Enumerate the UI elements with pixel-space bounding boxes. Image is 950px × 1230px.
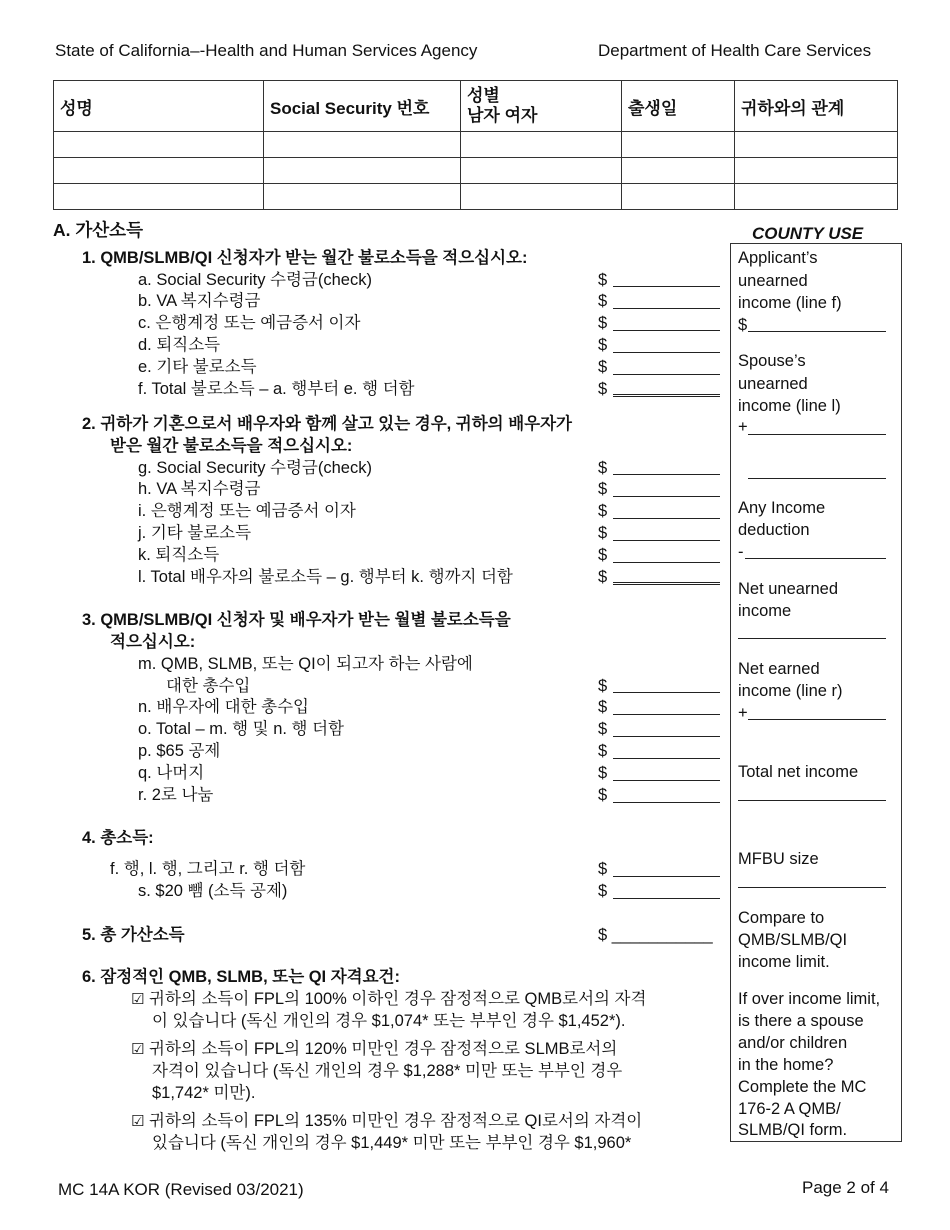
line-k-label: k. 퇴직소득 (138, 546, 220, 564)
county-over-4: in the home? (738, 1056, 834, 1074)
line-p-input[interactable] (613, 758, 720, 759)
county-net-earned-2: income (line r) (738, 682, 843, 700)
line-g-input[interactable] (613, 474, 720, 475)
line-c-input[interactable] (613, 330, 720, 331)
q4-sum-input[interactable] (613, 876, 720, 877)
dollar-sign: $ (598, 459, 608, 477)
cell-gender-1[interactable] (461, 132, 622, 158)
county-over-5: Complete the MC (738, 1078, 867, 1096)
dollar-sign: $ (598, 720, 608, 738)
county-mfbu-input[interactable] (738, 887, 886, 888)
county-deduction-minus: - (738, 543, 744, 561)
cell-dob-1[interactable] (622, 132, 735, 158)
qi-text-2: 있습니다 (독신 개인의 경우 $1,449* 미만 또는 부부인 경우 $1,960* (152, 1134, 632, 1152)
line-i-input[interactable] (613, 518, 720, 519)
county-net-earned-plus: + (738, 704, 748, 722)
q3-title-line1: 3. QMB/SLMB/QI 신청자 및 배우자가 받는 월별 불로소득을 (82, 611, 511, 629)
department-header: Department of Health Care Services (598, 41, 872, 60)
q4-title: 4. 총소득: (82, 829, 154, 847)
county-compare-1: Compare to (738, 909, 825, 927)
cell-dob-3[interactable] (622, 184, 735, 210)
line-s-label: s. $20 뺌 (소득 공제) (138, 882, 288, 900)
line-j-input[interactable] (613, 540, 720, 541)
table-row (54, 184, 898, 210)
county-net-earned-1: Net earned (738, 660, 820, 678)
line-h-label: h. VA 복지수령금 (138, 480, 261, 498)
cell-gender-2[interactable] (461, 158, 622, 184)
county-over-1: If over income limit, (738, 990, 881, 1008)
line-n-input[interactable] (613, 714, 720, 715)
line-e-label: e. 기타 불로소득 (138, 358, 257, 376)
line-h-input[interactable] (613, 496, 720, 497)
county-total-net-input[interactable] (738, 800, 886, 801)
table-header-row (54, 81, 898, 132)
slmb-text-1: 귀하의 소득이 FPL의 120% 미만인 경우 잠정적으로 SLMB로서의 (149, 1040, 618, 1058)
line-j-label: j. 기타 불로소득 (138, 524, 252, 542)
line-p-label: p. $65 공제 (138, 742, 221, 760)
q1-title: 1. QMB/SLMB/QI 신청자가 받는 월간 불로소득을 적으십시오: (82, 249, 528, 267)
line-i-label: i. 은행계정 또는 예금증서 이자 (138, 502, 356, 520)
dollar-sign: $ (598, 480, 608, 498)
county-applicant-3: income (line f) (738, 294, 842, 312)
col-name: 성명 (54, 81, 264, 132)
line-o-label: o. Total – m. 행 및 n. 행 더함 (138, 720, 344, 738)
slmb-eligibility-item (131, 1039, 617, 1059)
county-applicant-dollar: $ (738, 316, 748, 334)
county-applicant-1: Applicant’s (738, 249, 818, 267)
county-applicant-input[interactable] (748, 331, 886, 332)
checkbox-checked-icon[interactable]: ☑ (131, 1040, 145, 1058)
county-total-net: Total net income (738, 763, 859, 781)
q2-title-line2: 받은 월간 불로소득을 적으십시오: (110, 437, 353, 455)
line-a-label: a. Social Security 수령금(check) (138, 271, 372, 289)
county-compare-3: income limit. (738, 953, 830, 971)
county-spouse-2: unearned (738, 375, 808, 393)
line-g-label: g. Social Security 수령금(check) (138, 459, 372, 477)
county-net-unearned-input[interactable] (738, 638, 886, 639)
county-spouse-1: Spouse’s (738, 352, 806, 370)
county-spouse-plus: + (738, 418, 748, 436)
form-id: MC 14A KOR (Revised 03/2021) (58, 1180, 304, 1199)
col-gender (461, 81, 622, 132)
cell-name-1[interactable] (54, 132, 264, 158)
q5-title: 5. 총 가산소득 (82, 926, 185, 944)
slmb-text-2: 자격이 있습니다 (독신 개인의 경우 $1,288* 미만 또는 부부인 경우 (152, 1062, 623, 1080)
table-row (54, 132, 898, 158)
qi-eligibility-item (131, 1111, 642, 1131)
checkbox-checked-icon[interactable]: ☑ (131, 990, 145, 1008)
line-r-input[interactable] (613, 802, 720, 803)
q2-title-line1: 2. 귀하가 기혼으로서 배우자와 함께 살고 있는 경우, 귀하의 배우자가 (82, 415, 572, 433)
dollar-sign: $ (598, 764, 608, 782)
county-over-6: 176-2 A QMB/ (738, 1100, 841, 1118)
dollar-sign: $ (598, 502, 608, 520)
line-m-label-1: m. QMB, SLMB, 또는 QI이 되고자 하는 사람에 (138, 655, 473, 673)
checkbox-checked-icon[interactable]: ☑ (131, 1112, 145, 1130)
line-n-label: n. 배우자에 대한 총수입 (138, 698, 309, 716)
agency-header: State of California–-Health and Human Services Agency (55, 41, 478, 60)
q5-total-input[interactable]: $ ___________ (598, 926, 713, 944)
county-compare-2: QMB/SLMB/QI (738, 931, 848, 949)
line-d-label: d. 퇴직소득 (138, 336, 221, 354)
line-a-input[interactable] (613, 286, 720, 287)
county-spouse-3: income (line l) (738, 397, 841, 415)
cell-relation-1[interactable] (735, 132, 898, 158)
dollar-sign: $ (598, 698, 608, 716)
page-number: Page 2 of 4 (802, 1178, 889, 1197)
q4-sum-label: f. 행, l. 행, 그리고 r. 행 더함 (110, 860, 306, 878)
county-over-7: SLMB/QI form. (738, 1121, 848, 1139)
line-f-input[interactable] (613, 394, 720, 397)
slmb-text-3: $1,742* 미만). (152, 1084, 256, 1102)
cell-name-2[interactable] (54, 158, 264, 184)
county-over-3: and/or children (738, 1034, 848, 1052)
county-subtotal-input[interactable] (748, 478, 886, 479)
col-gender-label: 성별 (467, 86, 500, 105)
line-d-input[interactable] (613, 352, 720, 353)
county-mfbu: MFBU size (738, 850, 819, 868)
dollar-sign: $ (598, 380, 608, 398)
dollar-sign: $ (598, 860, 608, 878)
cell-ssn-3[interactable] (264, 184, 461, 210)
cell-ssn-1[interactable] (264, 132, 461, 158)
county-deduction-2: deduction (738, 521, 810, 539)
line-l-input[interactable] (613, 582, 720, 585)
line-m-label-2: 대한 총수입 (166, 677, 251, 695)
col-gender-options: 남자 여자 (467, 106, 538, 125)
county-net-unearned-2: income (738, 602, 792, 620)
cell-name-3[interactable] (54, 184, 264, 210)
county-applicant-2: unearned (738, 272, 808, 290)
dollar-sign: $ (598, 271, 608, 289)
county-deduction-1: Any Income (738, 499, 826, 517)
cell-gender-3[interactable] (461, 184, 622, 210)
county-net-earned-input[interactable] (748, 719, 886, 720)
line-f-label: f. Total 불로소득 – a. 행부터 e. 행 더함 (138, 380, 415, 398)
qi-text-1: 귀하의 소득이 FPL의 135% 미만인 경우 잠정적으로 QI로서의 자격이 (149, 1112, 643, 1130)
col-ssn: Social Security 번호 (264, 81, 461, 132)
county-over-2: is there a spouse (738, 1012, 864, 1030)
line-o-input[interactable] (613, 736, 720, 737)
dollar-sign: $ (598, 882, 608, 900)
line-q-label: q. 나머지 (138, 764, 205, 782)
col-dob: 출생일 (622, 81, 735, 132)
dollar-sign: $ (598, 546, 608, 564)
county-deduction-input[interactable] (745, 558, 886, 559)
line-m-input[interactable] (613, 692, 720, 693)
line-l-label: l. Total 배우자의 불로소득 – g. 행부터 k. 행까지 더함 (138, 568, 513, 586)
section-a-title: A. 가산소득 (53, 220, 143, 240)
q3-title-line2: 적으십시오: (110, 633, 196, 651)
cell-relation-2[interactable] (735, 158, 898, 184)
dollar-sign: $ (598, 742, 608, 760)
county-net-unearned-1: Net unearned (738, 580, 838, 598)
household-members-table (53, 80, 898, 210)
dollar-sign: $ (598, 336, 608, 354)
col-relation: 귀하와의 관계 (735, 81, 898, 132)
dollar-sign: $ (598, 677, 608, 695)
qmb-text-2: 이 있습니다 (독신 개인의 경우 $1,074* 또는 부부인 경우 $1,452*). (152, 1012, 626, 1030)
line-b-label: b. VA 복지수령금 (138, 292, 261, 310)
qmb-text-1: 귀하의 소득이 FPL의 100% 이하인 경우 잠정적으로 QMB로서의 자격 (149, 990, 647, 1008)
dollar-sign: $ (598, 786, 608, 804)
line-k-input[interactable] (613, 562, 720, 563)
q6-title: 6. 잠정적인 QMB, SLMB, 또는 QI 자격요건: (82, 968, 400, 986)
dollar-sign: $ (598, 524, 608, 542)
table-row (54, 158, 898, 184)
line-c-label: c. 은행계정 또는 예금증서 이자 (138, 314, 361, 332)
county-spouse-input[interactable] (748, 434, 886, 435)
line-e-input[interactable] (613, 374, 720, 375)
qmb-eligibility-item (131, 989, 646, 1009)
dollar-sign: $ (598, 568, 608, 586)
dollar-sign: $ (598, 358, 608, 376)
line-b-input[interactable] (613, 308, 720, 309)
line-s-input[interactable] (613, 898, 720, 899)
county-use-title: COUNTY USE (752, 224, 864, 243)
line-r-label: r. 2로 나눔 (138, 786, 214, 804)
cell-dob-2[interactable] (622, 158, 735, 184)
dollar-sign: $ (598, 314, 608, 332)
line-q-input[interactable] (613, 780, 720, 781)
cell-ssn-2[interactable] (264, 158, 461, 184)
cell-relation-3[interactable] (735, 184, 898, 210)
dollar-sign: $ (598, 292, 608, 310)
